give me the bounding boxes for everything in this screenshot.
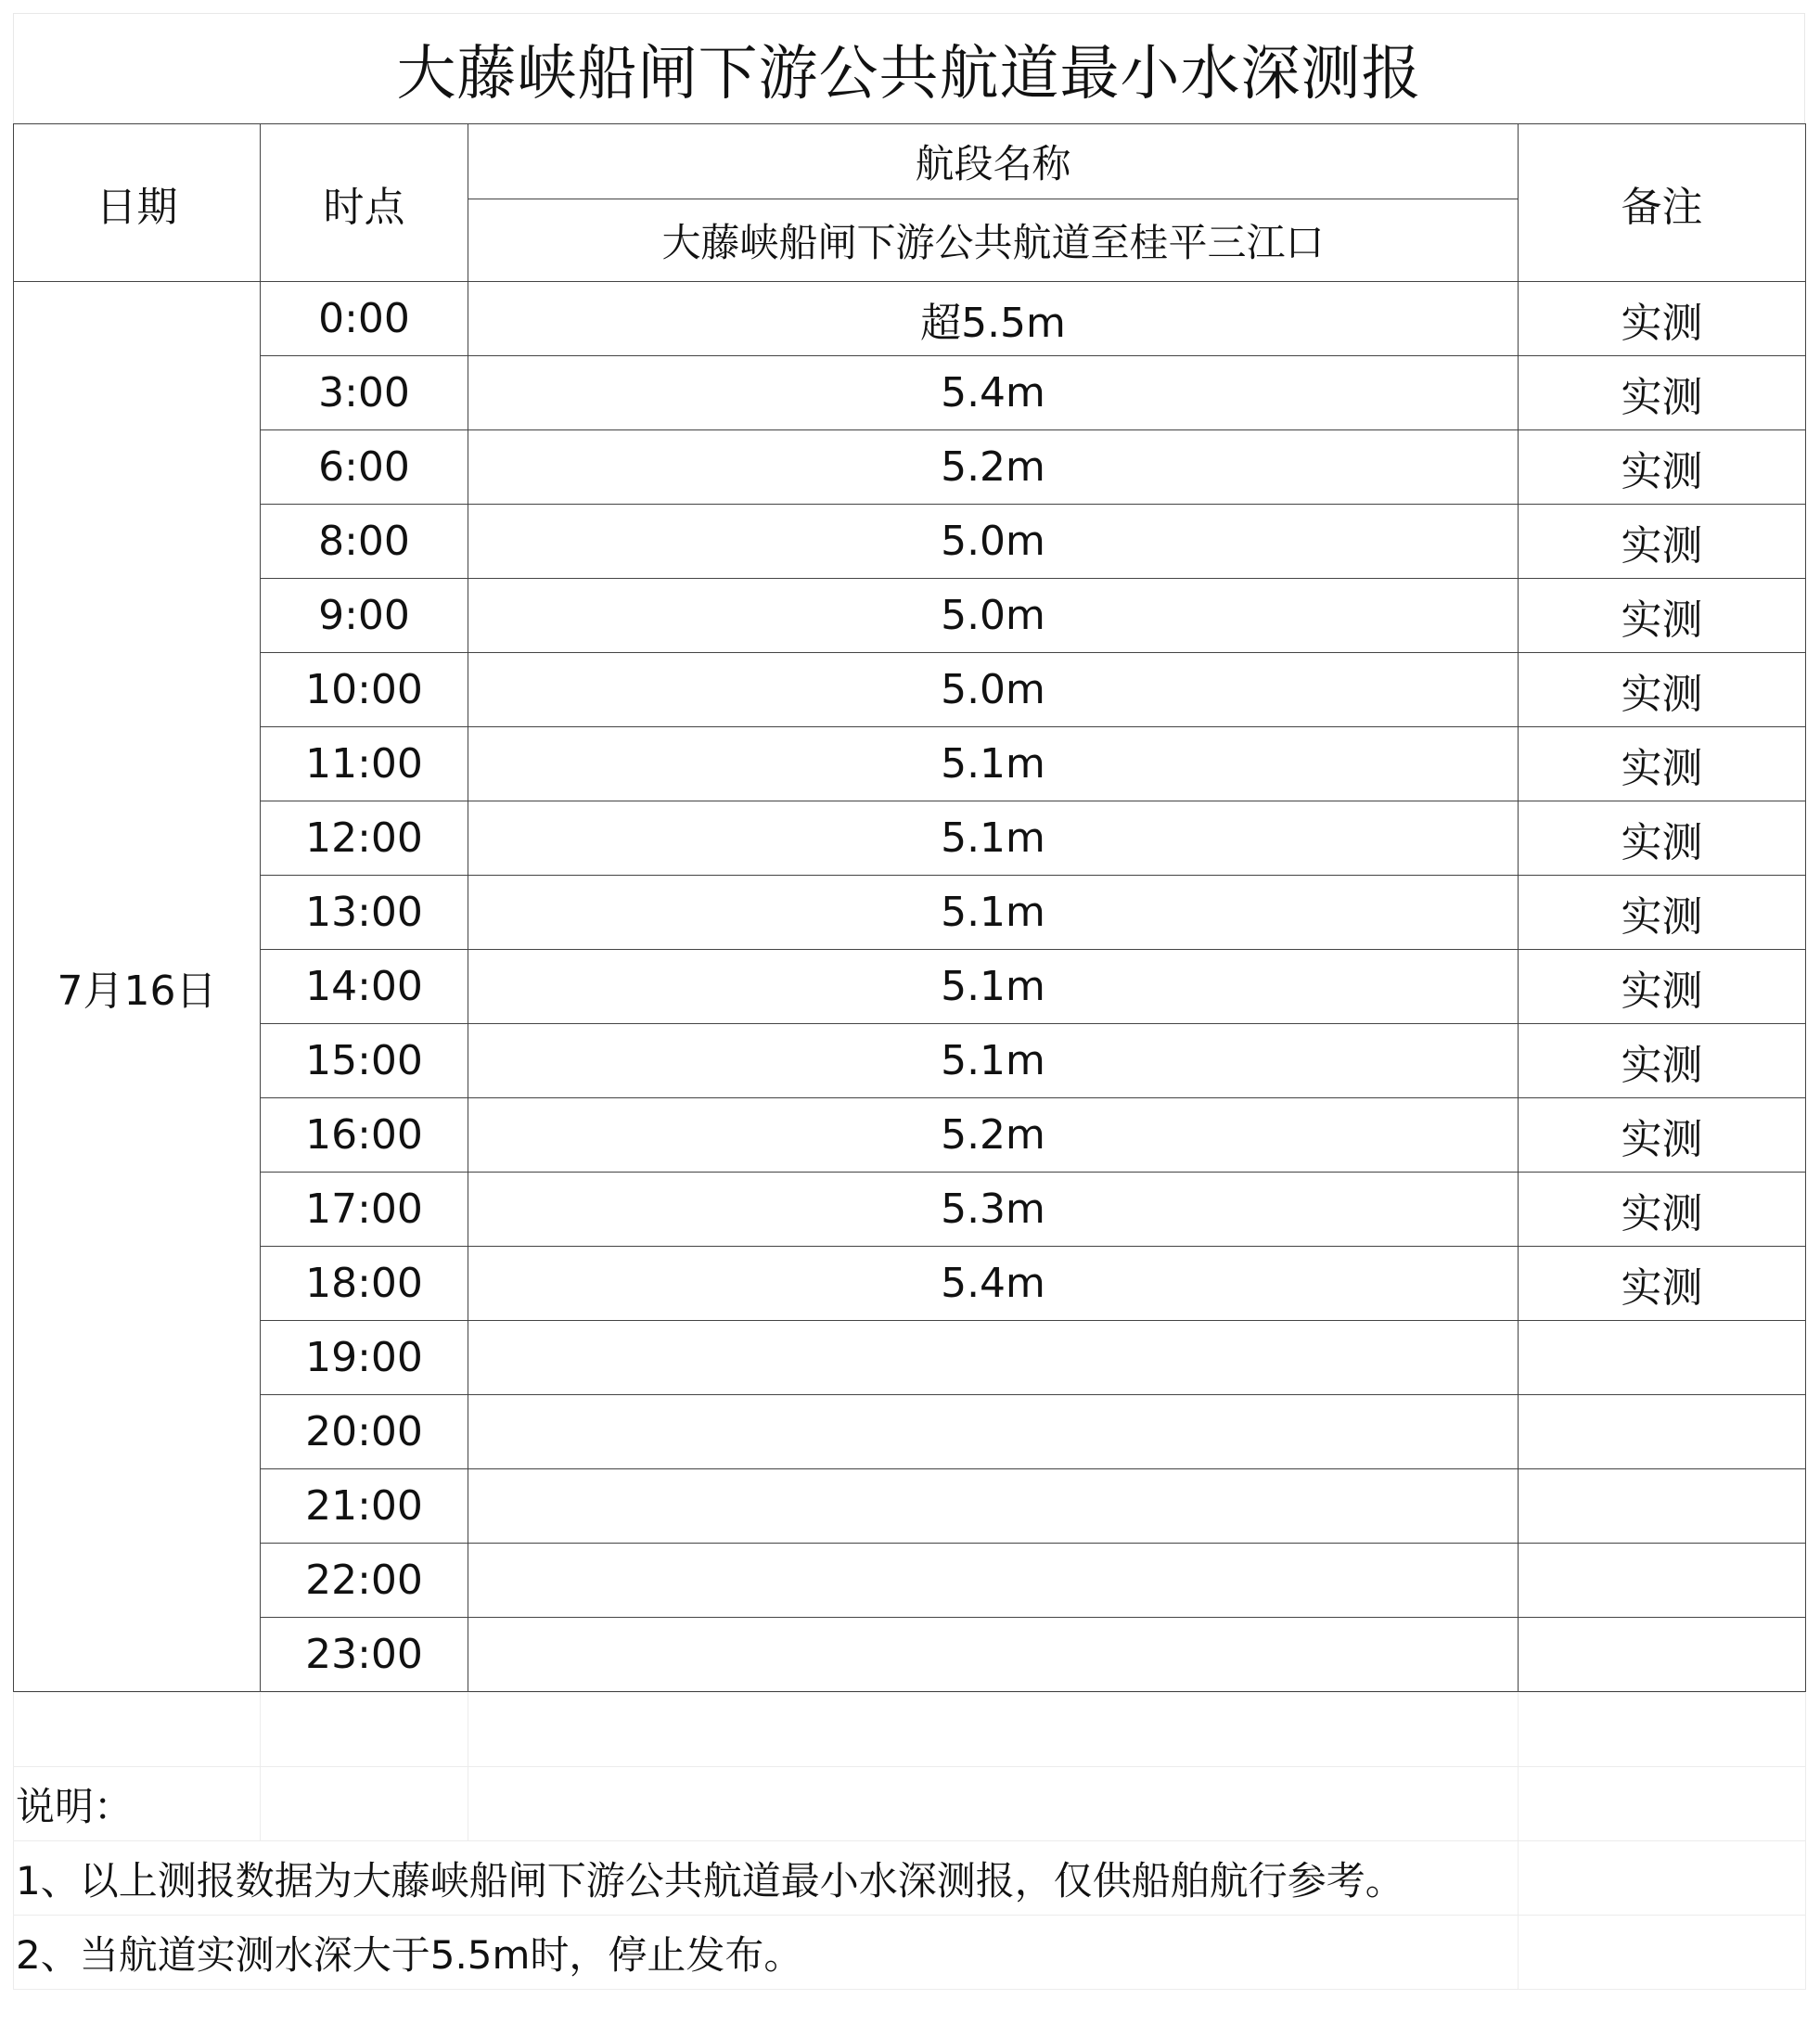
time-cell: 0:00 xyxy=(261,282,468,356)
table-row xyxy=(14,653,1806,727)
depth-cell: 超5.5m xyxy=(468,282,1519,356)
depth-cell: 5.1m xyxy=(468,876,1519,950)
time-cell: 12:00 xyxy=(261,801,468,876)
table-row xyxy=(14,1173,1806,1247)
table-row xyxy=(14,1544,1806,1618)
depth-cell: 5.3m xyxy=(468,1173,1519,1247)
note-item-2: 2、当航道实测水深大于5.5m时，停止发布。 xyxy=(14,1916,1519,1990)
depth-cell xyxy=(468,1544,1519,1618)
depth-cell xyxy=(468,1321,1519,1395)
depth-cell: 5.0m xyxy=(468,505,1519,579)
depth-cell: 5.4m xyxy=(468,1247,1519,1321)
time-cell: 10:00 xyxy=(261,653,468,727)
remark-cell: 实测 xyxy=(1519,950,1806,1024)
depth-cell: 5.0m xyxy=(468,579,1519,653)
header-row-top xyxy=(14,124,1806,199)
report-title: 大藤峡船闸下游公共航道最小水深测报 xyxy=(13,13,1805,123)
note-item-1: 1、以上测报数据为大藤峡船闸下游公共航道最小水深测报，仅供船舶航行参考。 xyxy=(14,1841,1519,1916)
time-cell: 21:00 xyxy=(261,1469,468,1544)
remark-cell: 实测 xyxy=(1519,505,1806,579)
depth-cell: 5.0m xyxy=(468,653,1519,727)
time-cell: 6:00 xyxy=(261,430,468,505)
remark-cell: 实测 xyxy=(1519,1173,1806,1247)
note-row xyxy=(14,1841,1806,1916)
time-cell: 14:00 xyxy=(261,950,468,1024)
time-cell: 17:00 xyxy=(261,1173,468,1247)
table-row xyxy=(14,1098,1806,1173)
remark-cell: 实测 xyxy=(1519,579,1806,653)
remark-cell xyxy=(1519,1321,1806,1395)
report-sheet xyxy=(13,13,1805,1990)
remark-cell xyxy=(1519,1544,1806,1618)
table-row xyxy=(14,1395,1806,1469)
table-row xyxy=(14,579,1806,653)
notes-section xyxy=(13,1692,1806,1990)
table-row xyxy=(14,1321,1806,1395)
table-row xyxy=(14,876,1806,950)
remark-cell: 实测 xyxy=(1519,1247,1806,1321)
note-row xyxy=(14,1916,1806,1990)
table-row xyxy=(14,1618,1806,1692)
remark-cell: 实测 xyxy=(1519,653,1806,727)
depth-cell: 5.1m xyxy=(468,727,1519,801)
header-segment: 大藤峡船闸下游公共航道至桂平三江口 xyxy=(468,199,1519,282)
time-cell: 16:00 xyxy=(261,1098,468,1173)
header-segment-group: 航段名称 xyxy=(468,124,1519,199)
table-row xyxy=(14,727,1806,801)
remark-cell xyxy=(1519,1395,1806,1469)
depth-cell: 5.1m xyxy=(468,1024,1519,1098)
time-cell: 18:00 xyxy=(261,1247,468,1321)
table-row xyxy=(14,801,1806,876)
remark-cell: 实测 xyxy=(1519,1024,1806,1098)
remark-cell: 实测 xyxy=(1519,282,1806,356)
table-row xyxy=(14,505,1806,579)
time-cell: 15:00 xyxy=(261,1024,468,1098)
time-cell: 9:00 xyxy=(261,579,468,653)
table-row xyxy=(14,356,1806,430)
time-cell: 20:00 xyxy=(261,1395,468,1469)
depth-cell xyxy=(468,1618,1519,1692)
remark-cell: 实测 xyxy=(1519,876,1806,950)
remark-cell: 实测 xyxy=(1519,1098,1806,1173)
table-row xyxy=(14,282,1806,356)
time-cell: 22:00 xyxy=(261,1544,468,1618)
remark-cell: 实测 xyxy=(1519,727,1806,801)
time-cell: 8:00 xyxy=(261,505,468,579)
remark-cell: 实测 xyxy=(1519,356,1806,430)
depth-cell xyxy=(468,1469,1519,1544)
table-row xyxy=(14,1247,1806,1321)
blank-row xyxy=(14,1693,1806,1767)
table-row xyxy=(14,1469,1806,1544)
header-date: 日期 xyxy=(14,124,261,282)
depth-cell: 5.2m xyxy=(468,1098,1519,1173)
header-time: 时点 xyxy=(261,124,468,282)
notes-label-row xyxy=(14,1767,1806,1841)
depth-cell xyxy=(468,1395,1519,1469)
depth-cell: 5.1m xyxy=(468,801,1519,876)
depth-table xyxy=(13,123,1806,1692)
time-cell: 3:00 xyxy=(261,356,468,430)
header-remark: 备注 xyxy=(1519,124,1806,282)
depth-cell: 5.2m xyxy=(468,430,1519,505)
time-cell: 23:00 xyxy=(261,1618,468,1692)
table-row xyxy=(14,1024,1806,1098)
remark-cell: 实测 xyxy=(1519,801,1806,876)
time-cell: 11:00 xyxy=(261,727,468,801)
table-row xyxy=(14,950,1806,1024)
remark-cell xyxy=(1519,1618,1806,1692)
depth-cell: 5.1m xyxy=(468,950,1519,1024)
time-cell: 13:00 xyxy=(261,876,468,950)
depth-cell: 5.4m xyxy=(468,356,1519,430)
remark-cell: 实测 xyxy=(1519,430,1806,505)
time-cell: 19:00 xyxy=(261,1321,468,1395)
notes-label: 说明： xyxy=(14,1767,261,1841)
date-cell: 7月16日 xyxy=(14,282,261,1692)
remark-cell xyxy=(1519,1469,1806,1544)
table-row xyxy=(14,430,1806,505)
